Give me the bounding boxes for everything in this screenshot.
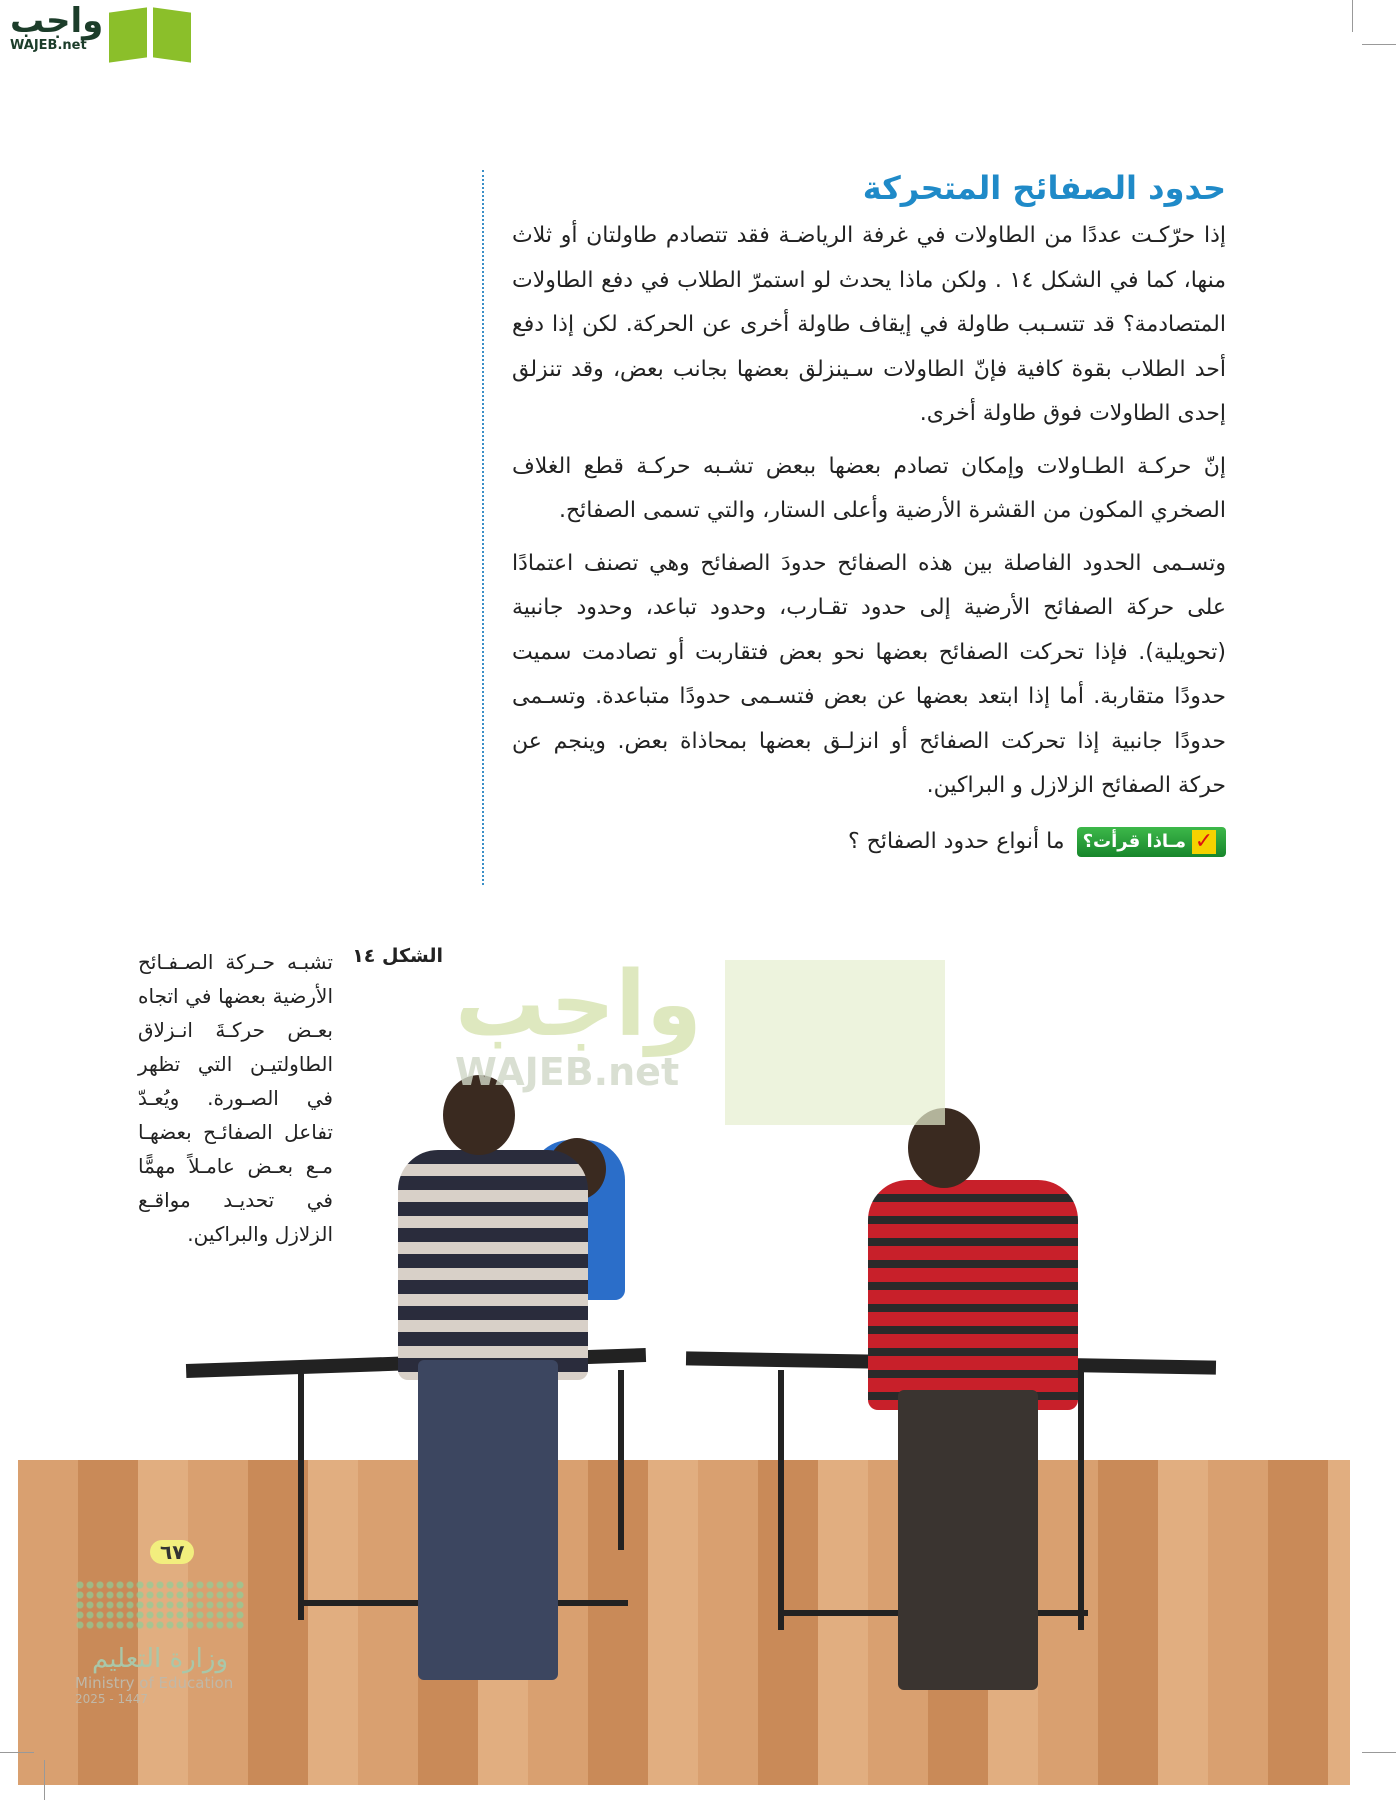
reading-check-badge: ✓ مـاذا قرأت؟ [1077, 827, 1226, 857]
ministry-logo: وزارة التعليم Ministry of Education 2025 - 1447 [75, 1580, 245, 1706]
reading-check-question: ما أنواع حدود الصفائح ؟ [847, 829, 1065, 854]
table-leg [618, 1370, 624, 1550]
crop-mark [1362, 44, 1396, 45]
main-column [512, 166, 1226, 857]
reading-check [512, 827, 1226, 857]
book-icon [109, 4, 191, 62]
student-trousers [898, 1390, 1038, 1690]
table-leg [298, 1370, 304, 1620]
wajeb-logo[interactable] [10, 1, 191, 62]
table-leg [778, 1370, 784, 1630]
crop-mark [0, 1752, 34, 1753]
table-leg [1078, 1370, 1084, 1630]
page-number: ٦٧ [150, 1540, 194, 1564]
paragraph-2: إنّ حركـة الطـاولات وإمكان تصادم بعضها ببعض تشـبه حركـة قطع الغلاف الصخري المكون من القشرة الأرضية وأعلى الستار، والتي تسمى الصفائح. [512, 453, 1226, 523]
paragraph-3: وتسـمى الحدود الفاصلة بين هذه الصفائح حدودَ الصفائح وهي تصنف اعتمادًا على حركة الصفائح الأرضية إلى حدود تقـارب، وحدود تباعد، وحدود جانبية (تحويلية). فإذا تحركت الصفائح بعضها نحو بعض فتقاربت أو تصادمت سميت حدودًا متقاربة. أما إذا ابتعد بعضها عن بعض فتسـمى حدودًا متباعدة. وتسـمى حدودًا جانبية إذا تحركت الصفائح أو انزلـق بعضها بمحاذاة بعض. وينجم عن حركة الصفائح الزلازل و البراكين. [512, 550, 1226, 798]
ministry-dots-icon [75, 1580, 245, 1630]
watermark: واجب WAJEB.net [455, 952, 702, 1094]
section-title: حدود الصفائح المتحركة [862, 169, 1226, 207]
student-red-shirt [868, 1180, 1078, 1410]
figure-label: الشكل ١٤ [352, 945, 443, 967]
figure-caption: الشكل ١٤ تشبـه حـركة الصـفـائح الأرضية بعضها في اتجاه بعـض حركـةَ انـزلاق الطاولتيـن التي تظهر في الصـورة. ويُعـدّ تفاعل الصفائـح بعضهـا مـع بعـض عامـلاً مهمًّا في تحديـد مواقـع الزلازل والبراكين. [138, 945, 443, 1246]
column-divider [482, 170, 484, 885]
logo-text: واجب WAJEB.net [10, 1, 104, 53]
student-jeans [418, 1360, 558, 1680]
watermark-book [725, 960, 945, 1125]
checkmark-icon: ✓ [1192, 830, 1216, 854]
crop-mark [1352, 0, 1353, 32]
crop-mark [44, 1760, 45, 1800]
paragraph-1: إذا حرّكـت عددًا من الطاولات في غرفة الرياضـة فقد تتصادم طاولتان أو ثلاث منها، كما في الشكل ١٤ . ولكن ماذا يحدث لو استمرّ الطلاب في دفع الطاولات المتصادمة؟ قد تتسـبب طاولة في إيقاف طاولة أخرى عن الحركة. لكن إذا دفع أحد الطلاب بقوة كافية فإنّ الطاولات سـينزلق بعضها بجانب بعض، وقد تنزلق إحدى الطاولات فوق طاولة أخرى. [512, 223, 1226, 426]
crop-mark [1362, 1752, 1396, 1753]
